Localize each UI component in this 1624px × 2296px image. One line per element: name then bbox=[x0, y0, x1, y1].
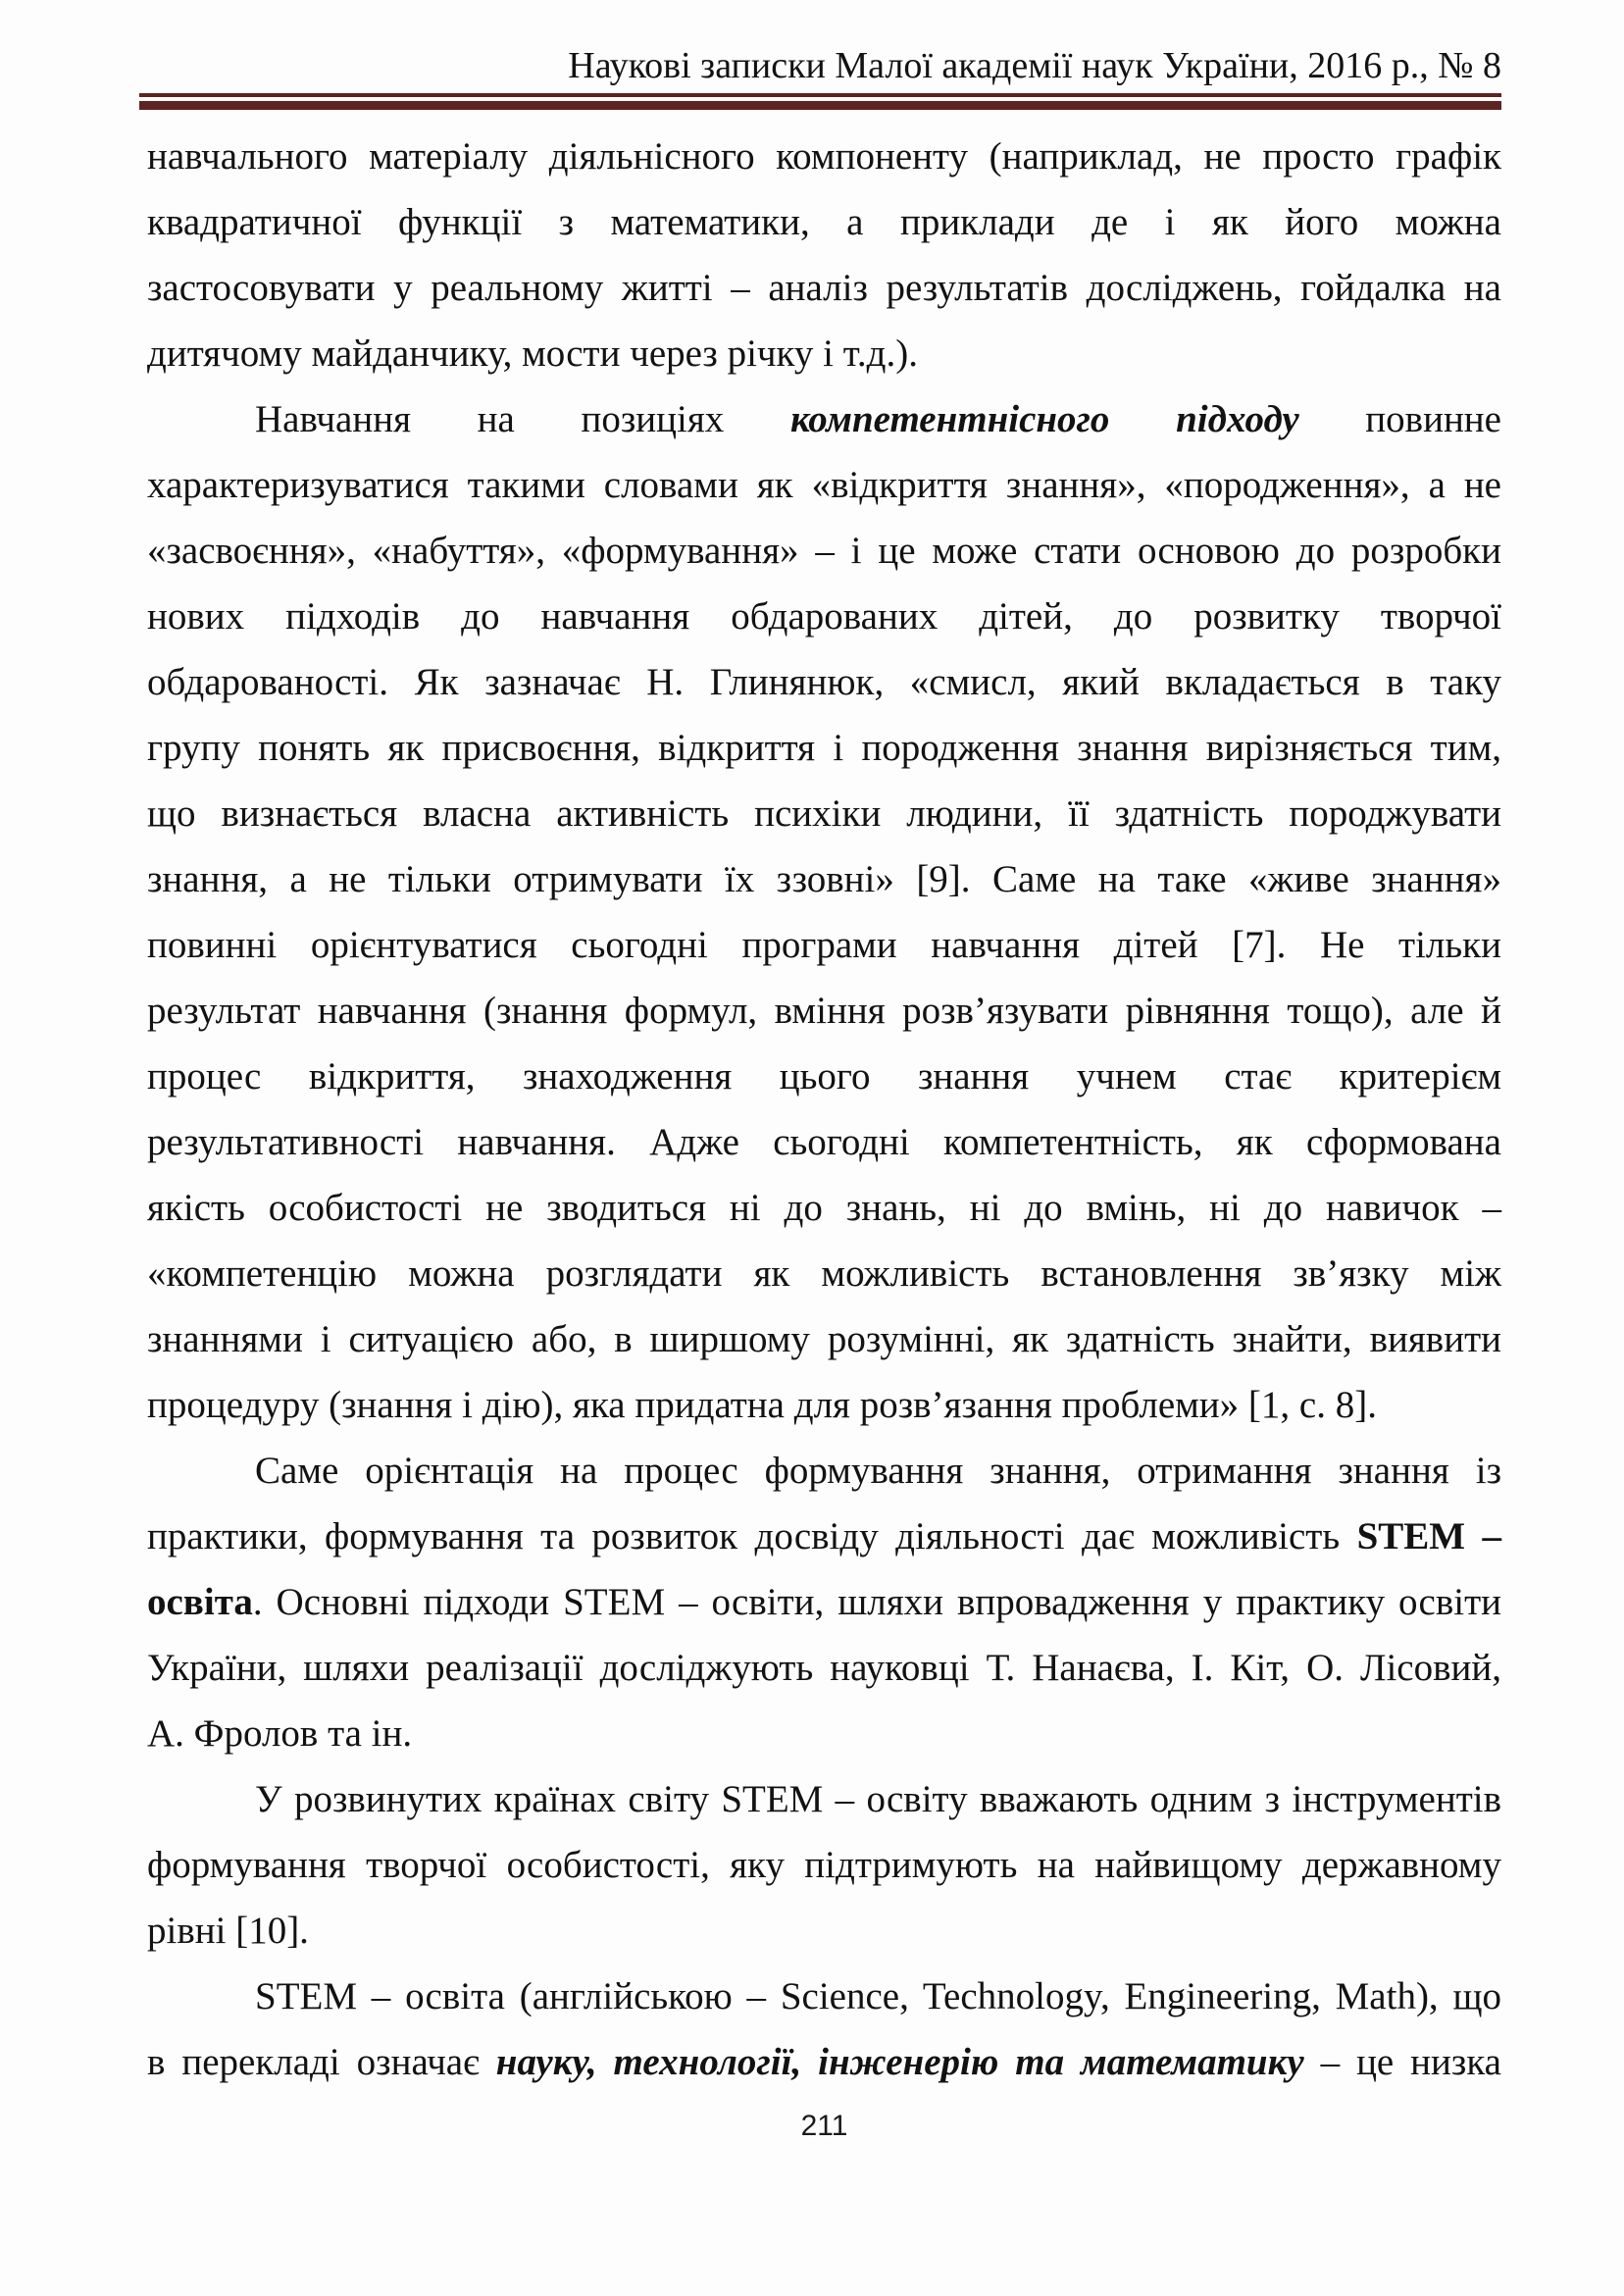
text-line bbox=[147, 649, 1501, 715]
paragraph bbox=[147, 1964, 1501, 2095]
text-segment: STEM – освіта (англійською – Science, Technology, Engineering, Math), що bbox=[255, 1975, 1501, 2017]
body-text bbox=[147, 124, 1501, 2095]
text-segment: – це низка bbox=[1303, 2041, 1501, 2083]
text-segment: Саме орієнтація на процес формування знання, отримання знання із bbox=[255, 1450, 1501, 1492]
text-line bbox=[147, 1241, 1501, 1306]
text-segment: України, шляхи реалізації досліджують науковці Т. Нанаєва, І. Кіт, О. Лісовий, bbox=[147, 1647, 1501, 1689]
text-segment: процес відкриття, знаходження цього знання учнем стає критерієм bbox=[147, 1055, 1501, 1097]
emphasized-text-segment: науку, технології, інженерію та математику bbox=[495, 2041, 1304, 2083]
paragraph bbox=[147, 1438, 1501, 1766]
text-line bbox=[147, 255, 1501, 321]
header-double-rule bbox=[139, 93, 1501, 110]
text-segment: характеризуватися такими словами як «відкриття знання», «породження», а не bbox=[147, 464, 1501, 506]
text-segment: . Основні підходи STEM – освіти, шляхи впровадження у практику освіти bbox=[252, 1581, 1501, 1623]
text-segment: дитячому майданчику, мости через річку і т.д.). bbox=[147, 332, 918, 375]
text-line bbox=[147, 781, 1501, 846]
text-line bbox=[147, 912, 1501, 978]
text-line bbox=[147, 1701, 1501, 1766]
text-segment: застосовувати у реальному житті – аналіз результатів досліджень, гойдалка на bbox=[147, 267, 1501, 309]
text-segment: навчального матеріалу діяльнісного компоненту (наприклад, не просто графік bbox=[147, 135, 1501, 178]
text-line bbox=[147, 1832, 1501, 1898]
text-line bbox=[147, 386, 1501, 452]
text-line bbox=[147, 846, 1501, 912]
text-segment: Навчання на позиціях bbox=[255, 398, 790, 440]
text-segment: обдарованості. Як зазначає Н. Глинянюк, «смисл, який вкладається в таку bbox=[147, 661, 1501, 703]
text-segment: повинне bbox=[1298, 398, 1501, 440]
text-line bbox=[147, 715, 1501, 781]
text-segment: У розвинутих країнах світу STEM – освіту вважають одним з інструментів bbox=[255, 1778, 1501, 1820]
text-line bbox=[147, 1175, 1501, 1241]
text-line bbox=[147, 1372, 1501, 1438]
text-line bbox=[147, 1306, 1501, 1372]
text-segment: результативності навчання. Адже сьогодні компетентність, як сформована bbox=[147, 1121, 1501, 1163]
paragraph bbox=[147, 1766, 1501, 1964]
text-segment: повинні орієнтуватися сьогодні програми навчання дітей [7]. Не тільки bbox=[147, 924, 1501, 966]
emphasized-text-segment: компетентнісного підходу bbox=[789, 398, 1299, 440]
text-segment: «засвоєння», «набуття», «формування» – і це може стати основою до розробки bbox=[147, 530, 1501, 572]
text-segment: знаннями і ситуацією або, в ширшому розумінні, як здатність знайти, виявити bbox=[147, 1318, 1501, 1360]
text-line bbox=[147, 1504, 1501, 1569]
text-segment: квадратичної функції з математики, а приклади де і як його можна bbox=[147, 201, 1501, 243]
emphasized-text-segment: освіта bbox=[147, 1581, 253, 1623]
text-segment: рівні [10]. bbox=[147, 1910, 309, 1952]
text-line bbox=[147, 452, 1501, 518]
text-line bbox=[147, 124, 1501, 189]
text-line bbox=[147, 1766, 1501, 1832]
text-line bbox=[147, 1569, 1501, 1635]
text-segment: результат навчання (знання формул, вміння розв’язувати рівняння тощо), але й bbox=[147, 990, 1501, 1032]
text-line bbox=[147, 978, 1501, 1044]
running-header: Наукові записки Малої академії наук України, 2016 р., № 8 bbox=[568, 45, 1501, 86]
text-segment: нових підходів до навчання обдарованих дітей, до розвитку творчої bbox=[147, 595, 1501, 638]
page-number: 211 bbox=[800, 2110, 848, 2142]
text-segment: «компетенцію можна розглядати як можливість встановлення зв’язку між bbox=[147, 1252, 1501, 1295]
text-line bbox=[147, 1044, 1501, 1109]
text-line bbox=[147, 2029, 1501, 2095]
text-line bbox=[147, 321, 1501, 386]
text-line bbox=[147, 518, 1501, 584]
text-line bbox=[147, 1964, 1501, 2029]
text-segment: якість особистості не зводиться ні до знань, ні до вмінь, ні до навичок – bbox=[147, 1187, 1501, 1229]
text-segment: формування творчої особистості, яку підтримують на найвищому державному bbox=[147, 1844, 1501, 1886]
paragraph bbox=[147, 124, 1501, 386]
text-segment: знання, а не тільки отримувати їх ззовні» [9]. Саме на таке «живе знання» bbox=[147, 858, 1501, 900]
text-segment: що визнається власна активність психіки людини, її здатність породжувати bbox=[147, 792, 1501, 835]
paragraph bbox=[147, 386, 1501, 1438]
emphasized-text-segment: STEM – bbox=[1356, 1515, 1502, 1557]
text-line bbox=[147, 1898, 1501, 1964]
text-segment: практики, формування та розвиток досвіду діяльності дає можливість bbox=[147, 1515, 1357, 1557]
text-line bbox=[147, 1109, 1501, 1175]
text-line bbox=[147, 189, 1501, 255]
text-segment: А. Фролов та ін. bbox=[147, 1712, 413, 1755]
text-segment: в перекладі означає bbox=[147, 2041, 496, 2083]
text-line bbox=[147, 1635, 1501, 1701]
text-segment: групу понять як присвоєння, відкриття і породження знання вирізняється тим, bbox=[147, 727, 1501, 769]
text-line bbox=[147, 1438, 1501, 1504]
text-line bbox=[147, 584, 1501, 649]
text-segment: процедуру (знання і дію), яка придатна для розв’язання проблеми» [1, с. 8]. bbox=[147, 1384, 1377, 1426]
